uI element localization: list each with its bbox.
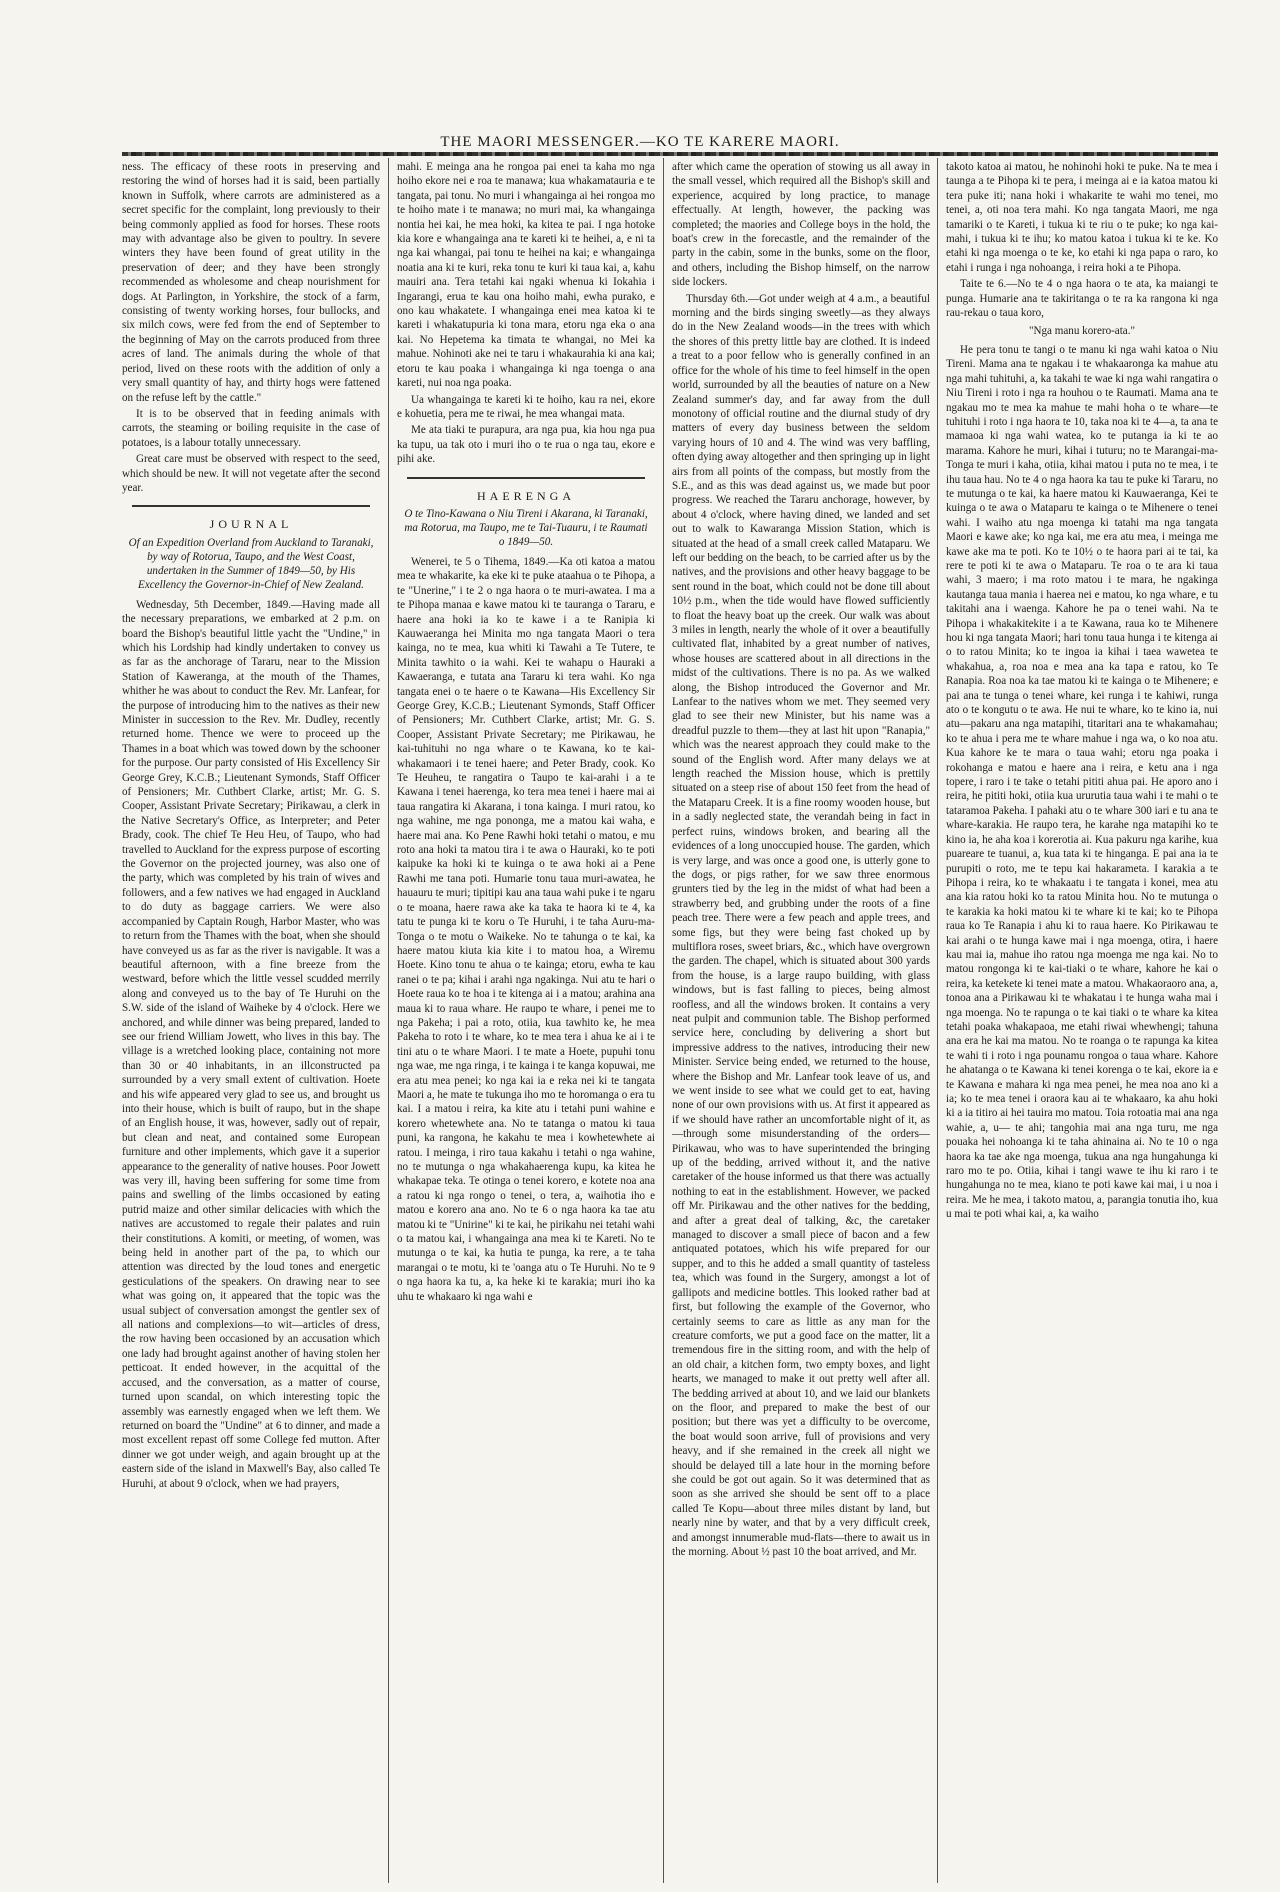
haerenga-subtitle: O te Tino-Kawana o Niu Tireni i Akarana, ki Taranaki, ma Rotorua, ma Taupo, me te Tai-Tuauru, i te Raumati o 1849—50. (404, 507, 648, 548)
paragraph: Me ata tiaki te purapura, ara nga pua, kia hou nga pua ka tupu, ua tak oto i muri iho o te rua o nga tau, ekore e pihi ake. (397, 424, 655, 466)
column-2 (397, 160, 655, 1306)
paragraph: takoto katoa ai matou, he nohinohi hoki te puke. Na te mea i taunga a te Pihopa ki te pera, i meinga ai e ia katoa matou ki tera puke iti; nana hoki i whakarite te wahi mo tenei, mo tenei, a, oti noa tera mahi. Ko nga tangata Maori, me nga tamariki o te Kareti, i tukua ki te riu o te puke; ko nga kai-mahi, i tukua ki te ihu; ko matou katoa i tukua ki te ke. Ko etahi ki nga moenga o te ke, ko etahi ki nga papa o raro, ko etahi i runga i nga nohoanga, i reira hoki a te Pihopa. (946, 161, 1218, 274)
paragraph: Thursday 6th.—Got under weigh at 4 a.m., a beautiful morning and the birds singing sweetly—as they always do in the New Zealand woods—in the trees with which the shores of this pretty little bay are clothed. It is indeed a treat to a poor fellow who is generally confined in an office for the whole of his time to feel himself in the open world, surrounded by all the beauties of nature on a New Zealand summer's day, and far away from the dull monotony of official routine and the diurnal study of dry matters of every day business between the seldom varying hours of 10 and 4. The wind was very baffling, often dying away altogether and then springing up in light airs from all points of the compass, but mostly from the S.E., and as this was dead against us, we made but poor progress. We reached the Tararu anchorage, however, by about 4 o'clock, where having dined, we landed and set out to walk to Kawaranga Mission Station, which is situated at the head of a small creek called Mataparu. We left our bedding on the beach, to be carried after us by the natives, and the provisions and other heavy baggage to be sent round in the boat, which could not be done till about 10½ p.m., when the tide would have flowed sufficiently to float the heavy boat up the creek. Our walk was about 3 miles in length, nearly the whole of it over a beautifully cultivated flat, inhabited by a great number of natives, whose houses are scattered about in all directions in the midst of the cultivations. There is no pa. As we walked along, the Bishop introduced the Governor and Mr. Lanfear to the natives whom we met. They seemed very glad to see their new Minister, but his name was a dreadful puzzle to them—they at last hit upon "Ranapia," which was the nearest approach they could make to the sound of the English word. After many delays we at length reached the Mission house, which is prettily situated on a steep rise of about 150 feet from the head of the Mataparu Creek. It is a fine roomy wooden house, but in a sadly neglected state, the verandah being in fact in perfect ruins, windows broken, and bearing all the evidences of a long unoccupied house. The garden, which is very large, and was once a good one, is utterly gone to the dogs, or pigs rather, for we saw three enormous grunters tied by the leg in the midst of what had been a strawberry bed, and grubbing under the roots of a fine peach tree. There were a few peach and apple trees, and some figs, but they were being fast choked up by multiflora roses, sweet briars, &c., which have overgrown the garden. The chapel, which is situated about 300 yards from the house, is a large raupo building, with glass windows, but is fast falling to pieces, being almost roofless, and all the windows broken. It contains a very neat pulpit and communion table. The Bishop performed service here, concluding by delivering a short but impressive address to the natives, introducing their new Minister. Service being ended, we returned to the house, where the Bishop and Mr. Lanfear took leave of us, and we went inside to see what we could get to eat, having none of our own provisions with us. At first it appeared as if we should have rather an uncomfortable night of it, as—through some misunderstanding of the orders—Pirikawau, who was to have superintended the bringing up of the bedding, arrived without it, and the native caretaker of the house informed us that there was actually nothing to eat in the establishment. However, we packed off Mr. Pirikawau and the other natives for the bedding, and after a great deal of talking, &c, the caretaker managed to discover a small piece of bacon and a few antiquated potatoes, which his wife prepared for our supper, and to this he added a small quantity of tasteless tea, which was found in the Surgery, amongst a lot of gallipots and medicine bottles. This looked rather bad at first, but following the example of the Governor, who certainly seems to care as little as any man for the creature comforts, we put a good face on the matter, lit a tremendous fire in the sitting room, and with the help of an old chair, a kitchen form, two empty boxes, and light hearts, we managed to make it out pretty well after all. The bedding arrived at about 10, and we laid our blankets on the floor, and prepared to make the best of our position; but there was yet a difficulty to be overcome, the boat would soon arrive, full of provisions and very heavy, and if she remained in the creek all night we should be delayed till a late hour in the morning before she could be got out again. So it was determined that as soon as she arrived she should be sent off to a place called Te Kopu—about three miles distant by land, but nearly nine by water, and that by a very difficult creek, and amongst innumerable mud-flats—there to await us in the morning. About ½ past 10 the boat arrived, and Mr. (672, 292, 930, 1558)
paragraph: Taite te 6.—No te 4 o nga haora o te ata, ka maiangi te punga. Humarie ana te takiritanga o te ra ka rangona ki nga rau-rekau o taua koro, (946, 278, 1218, 320)
section-divider (407, 477, 645, 479)
paragraph: Ua whangainga te kareti ki te hoiho, kau ra nei, ekore e kohuetia, pera me te riwai, he mea whangai mata. (397, 393, 655, 420)
masthead: THE MAORI MESSENGER.—KO TE KARERE MAORI. (440, 134, 840, 150)
paragraph: after which came the operation of stowing us all away in the small vessel, which required all the Bishop's skill and experience, acquired by long practice, to manage effectually. At length, however, the packing was completed; the maories and College boys in the hold, the boat's crew in the forecastle, and the remainder of the party in the cabin, some in the bunks, some on the floor, and others, including the Bishop himself, on the narrow side lockers. (672, 161, 930, 289)
paragraph: Wenerei, te 5 o Tihema, 1849.—Ka oti katoa a matou mea te whakarite, ka eke ki te puke ataahua o te Pihopa, a te "Unerine," i te 2 o nga haora o te muri-awatea. I ma a te Pihopa manaa e kawe matou ki te tauranga o Tararu, e haere ana hoki ia ko te kawe i a te Ranipia ki Kauwaeranga hei Minita mo nga tangata Maori o tera kainga, no te mea, kua whiti ki Tawahi a Te Tutere, te Minita tawhito o ia wahi. Kei te wahapu o Hauraki a Kawaeranga, e tutata ana Tararu ki tera wahi. Ko nga tangata enei o te haere o te Kawana—His Excellency Sir George Grey, K.C.B.; Lieutenant Symonds, Staff Officer of Pensioners; Mr. Cuthbert Clarke, artist; Mr. G. S. Cooper, Assistant Private Secretary; me Pirikawau, he kai-tuhituhi no nga whare o te Kawana, ko te kai-whakamaori i te tenei haere; and Peter Brady, cook. Ko Te Heuheu, te rangatira o Taupo te kai-arahi i a te Kawana i tenei haerenga, ko tera mea tenei i haere mai ai taua rangatira ki Akarana, i tona kainga. I muri ratou, ko nga wahine, me nga pononga, me a matou kai waha, e haere mai ana. Ko Pene Rawhi hoki tetahi o matou, e mu roto ana hoki ta matou tira i te awa o Hauraki, ko te poti kaipuke ka hoki ki te kuinga o te awa hoki ai a Pene Rawhi me tana poti. Humarie tonu taua muri-awatea, he hauauru te muri; tipitipi kau ana taua wahi puke i te ngaru o te moana, haere rawa ake ka taka te haora ki te 4, ka tatu te punga ki te koru o Te Huruhi, i te taha Auru-ma-Tonga o te motu o Waikeke. No te tahunga o te kai, ka haere matou kiuta kia kite i to matou hoa, a Wiremu Hoete. Kino tonu te ahua o te kainga; etoru, ewha te kau ranei o te pa; kihai i arahi nga ngakinga. Nui atu te hari o Hoete raua ko te hoa i te kitenga ai i a matou; arahina ana maua ki to raua whare. He raupo te whare, i penei me to nga Pakeha; i pai a roto, otiia, kua tawhito ke, he mea Pakeha to roto i te whare, ko te mea tera i ahua ke ai i te tini atu o te whare Maori. I te mate a Hoete, pupuhi tonu nga wae, me nga ringa, i te kainga i te kanga kopuwai, me era atu mea penei; ko nga kai ia e reka nei ki te tangata Maori a, he mate te tukunga iho mo te horomanga o era tu kai. I a matou i reira, ka kite atu i tetahi puni wahine e korero whetewhete ana. No te tatanga o matou ki taua puni, ka rangona, he kakahu te mea i kowhetewhete ai ratou. I meinga, i riro taua kakahu i tetahi o nga wahine, no te mutunga o nga whakahaerenga kupu, ka kitea he whakapae teka. Te otinga o tenei korero, e kotete noa ana a ratou ki nga rongo o tenei, o tera, a, waihotia iho e matou e korero ana ano. No te 6 o nga haora ka tae atu matou ki te "Unirine" ki te kai, he pirikahu nei tetahi wahi o ta matou kai, i whangainga ana mea ki te Kareti. No te mutunga o te kai, ka hutia te punga, ka rere, a te taha marangai o te motu, ki te 'oanga atu o Te Huruhi. No te 9 o nga haora ka tu, a, ka heke ki te karakia; muri iho ka uhu te whakaaro ki nga wahi e (397, 555, 655, 1303)
quote: "Nga manu korero-ata." (1028, 325, 1136, 338)
journal-subtitle: Of an Expedition Overland from Auckland to Taranaki, by way of Rotorua, Taupo, and the West Coast, undertaken in the Summer of 1849—50, by His Excellency the Governor-in-Chief of New Zealand. (128, 536, 374, 591)
column-3 (672, 160, 930, 1561)
paragraph: He pera tonu te tangi o te manu ki nga wahi katoa o Niu Tireni. Mama ana te ngakau i te whakaaronga ka mahue atu nga mahi tuhituhi, a, ka takahi te wae ki nga wahi rangatira o Niu Tireni i roto i nga ra houhou o te Raumati. Mama ana te ngakau mo te mea ka mahue te mahi hoha o te whare—te tuhituhi i roto i nga haora te 10, taka noa ki te 4—a, ta ana te mamaoa ki nga wahi watea, ko te putanga ia ki te ao marama. Kahore he muri, kihai i tuturu; no te Marangai-ma-Tonga te muri i kaha, otiia, kihai matou i puta no te mea, i te ihu taua hau. No te 4 o nga haora ka tau te puke ki Tararu, no te mutunga o te kai, ka haere matou ki Kauwaeranga, Kei te kuinga o te awa o Mataparu te kainga o te Mihenere o tenei wahi. I waiho atu nga moenga ki tatahi ma nga tangata Maori e kawe ake; ko nga kai, me era atu mea, i meinga me kawe ake ma te poti. Ko te 10½ o te haora pari ai te tai, ka rere te poti ki te awa o Mataparu. Te roa o te ara ki taua wahi, 3 maero; i ma roto matou i te mara, he ngakinga kautanga taua mania i haerea nei e matou, ko nga whare, e tu takitahi ana i waenga. Kahore he pa o tenei wahi. Na te Pihopa i whakakitekite i a te Kawana, raua ko te Mihenere hou ki nga tangata Maori; hari tonu taua hunga i te kitenga ai o to ratou Minita; ko te ingoa ia kihai i taea waweteа te whakahua, a, roa noa e mea ana ka tapa e ratou, ko Te Ranapia. Roa noa ka tae matou ki te kainga o te Mihenere; e pai ana te tunga o tenei whare, kei runga i te kahiwi, runga ato o te kongutu o te awa. He nui te whare, ko te kino ia, nui atu—pakaru ana nga matapihi, titaritari ana te whakamahau; ko te ahua i pera me te whare mahue i nga wa, o ko noa atu. Kua kahore ke te mara o taua wahi; etoru nga poaka i rokohanga e matou e haere ana i reira, e ketu ana i nga topere, i raro i te take o tetahi pititi ahua pai. He aporo ano i reira, he pititi hoki, otiia kua ururutia taua wahi i te mahi o te tataramoa Pakeha. I pahaki atu o te whare 300 iari e tu ana te whare-karakia. He raupo tera, he karahe nga matapihi ko te kino ia, he aha koa i korerotia ai. Kua pakuru nga karihe, kua puareare te tuanui, a, kua tata ki te hinganga. E pai ana ia te purupiti o roto, me te tepu kai hakarameta. I karakia a te Pihopa i reira, ko te whakaatu i te tangata i konei, mea atu ana kia ratou hoki ko ta ratou Minita hou. No te mutunga o te karakia ka hoki matou ki te whare ki te kai; ko te Pihopa raua ko Te Ranapia i ahu ki to raua haere. Ko Pirikawau te kai arahi o te hunga kawe mai i nga moenga, otira, i haere kau mai ia, mahue iho ratou nga moenga me nga kai. No to matou rongonga ki te kai-tiaki o te whare, kahore he kai o reira, ka ketekete ki tenei mate a matou. Whakaoraoro ana, a, tonoa ana a Pirikawau ki te whakatau i te hunga waha mai i nga moenga. No te rapunga o te kai tiaki o te whare ka kitea tetahi poaka whakapaoa, me etahi riwai whewhengi; tahuna ana era he kai ma matou. No te roanga o te rapunga ka kitea te wahi ti i roto i nga pounamu rongoa o taua whare. Kahore he ahatanga o te Kawana ki tenei korenga o te kai, ekore ia e te Kawana e mahara ki nga mea penei, he mea noa ano ki a ia; ko te mea tenei i oraora kau ai te whakaaro, ka ahu hoki ki a ia titiro ai hei tauira mo matou. Toia rotoatia mai ana nga wahie, a, u— te ahi; tangohia mai ana nga turu, me nga pouaka hei nohoanga ki te taha ahinaina ai. No te 10 o nga haora ka tae ake nga moenga, tukua ana nga hungahunga ki raro mo te po. Otiia, kihai i tangi wawe te ihu ki raro i te hungahunga no te mea, kiano te poti kawe kai mai, i u noa i reira. Me he mea, i takoto matou, a, parangia tonutia iho, kua u mai te poti whai kai, a, ka waiho (946, 343, 1218, 1221)
paragraph: Wednesday, 5th December, 1849.—Having made all the necessary preparations, we embarked at 2 p.m. on board the Bishop's beautiful little yacht the "Undine," in which his Lordship had kindly undertaken to convey us as far as the anchorage of Tararu, near to the Mission Station of Kaweranga, at the mouth of the Thames, whither he was about to conduct the Rev. Mr. Lanfear, for the purpose of introducing him to the natives as their new Minister in succession to the Rev. Mr. Dudley, recently returned home. Thence we were to proceed up the Thames in a boat which was towed down by the schooner for the purpose. Our party consisted of His Excellency Sir George Grey, K.C.B.; Lieutenant Symonds, Staff Officer of Pensioners; Mr. Cuthbert Clarke, artist; Mr. G. S. Cooper, Assistant Private Secretary; Pirikawau, a clerk in the Native Secretary's Office, as Interpreter; and Peter Brady, cook. The chief Te Heu Heu, of Taupo, who had travelled to Auckland for the express purpose of escorting the Governor on the projected journey, was also one of the party, which was completed by his train of wives and followers, and a few natives we had engaged in Auckland to do duty as baggage carriers. We were also accompanied by Captain Rough, Harbor Master, who was to return from the Thames with the boat, when she should have conveyed us as far as the river is navigable. It was a beautiful afternoon, with a fine breeze from the westward, before which the little vessel scudded merrily along and conveyed us to the bay of Te Huruhi on the S.W. side of the island of Waiheke by 4 o'clock. Here we anchored, and while dinner was being prepared, landed to see our friend William Jowett, who lives in this bay. The village is a wretched looking place, containing not more than 30 or 40 inhabitants, in an illconstructed pa surrounded by a very small extent of cultivation. Hoete and his wife appeared very glad to see us, and brought us into their house, which is built of raupo, but in the shape of an English house, it was, however, sadly out of repair, but clean and neat, and contained some European furniture and other implements, which gave it a superior appearance to the generality of native houses. Poor Jowett was very ill, having been suffering for some time from pains and swelling of the limbs occasioned by eating putrid maize and other similar delicacies with which the natives are accustomed to regale their palates and ruin their constitutions. A komiti, or meeting, of women, was being held in another part of the pa, to which our attention was directed by the loud tones and energetic gesticulations of the speakers. On drawing near to see what was going on, it appeared that the topic was the usual subject of conversation amongst the gentler sex of all nations and complexions—to wit—articles of dress, the row having been occasioned by an accusation which one lady had brought against another of having stolen her petticoat. It ended however, in the acquittal of the accused, and the conversation, as a matter of course, turned upon scandal, on which interesting topic the assembly was earnestly engaged when we left them. We returned on board the "Undine" at 6 to dinner, and made a most excellent repast off some College fed mutton. After dinner we got under weigh, and again brought up at the eastern side of the island in Maxwell's Bay, also called Te Huruhi, at about 9 o'clock, when we had prayers, (122, 598, 380, 1490)
paragraph: Great care must be observed with respect to the seed, which should be new. It will not vegetate after the second year. (122, 453, 380, 494)
column-4 (946, 160, 1218, 1224)
journal-title: JOURNAL (209, 517, 293, 532)
paragraph: mahi. E meinga ana he rongoa pai enei ta kaha mo nga hoiho ekore nei e roa te manawa; kua whakamatauria e te tangata, pai tonu. No muri i whangainga ai hei rongoa mo te hoiho mate i te manawa; no muri mai, ka whangainga nontia hei kai, he mea hoki, ka kitea te pai. I nga hotoke kia kore e whangainga ana te kareti ki te heihei, a, e ni ta nga kai whangai, pai tonu te heihei na kai; e whangainga noatia ana ki te kuri, reka tonu te kuri ki taua kai, a, kahu mauiri ana. Tera tetahi kai ngaki whenua ki Iokahia i Ingarangi, erua te kau ona hoiho mahi, ewha purako, e ono kau whakatete. I whangainga enei mea katoa ki te kareti i whakatupuria ki tona mara, etoru nga eka o ana kai. No Hepetema ka timata te whangai, no Mei ka mahue. Nohinoti ake nei te taru i whakaurahia ki ana kai; etoru te kau poaka i whangainga ki nga toenga o ana kareti, nui noa nga poaka. (397, 161, 655, 390)
column-1 (122, 160, 380, 1493)
paragraph: ness. The efficacy of these roots in preserving and restoring the wind of horses had it is said, been partially known in Suffolk, where carrots are administered as a secret specific for the complaint, long previously to their being commonly applied as food for horses. These roots may with advantage also be given to poultry. In severe winters they have been found of great utility in the preservation of deer; and they have been strongly recommended as wholesome and cheap nourishment for dogs. At Parlington, in Yorkshire, the stock of a farm, consisting of twenty working horses, four bullocks, and six milch cows, were fed from the end of September to the beginning of May on the carrots produced from three acres of land. The animals during the whole of that period, lived on these roots with the addition of only a very small quantity of hay, and thirty hogs were fattened on the refuse left by the cattle." (122, 161, 380, 404)
masthead-rule (122, 152, 1218, 156)
column-rule (663, 158, 664, 1883)
paragraph: It is to be observed that in feeding animals with carrots, the steaming or boiling requisite in the case of potatoes, is a labour totally unnecessary. (122, 407, 380, 449)
section-divider (132, 505, 370, 507)
haerenga-title: HAERENGA (477, 488, 575, 503)
column-rule (388, 158, 389, 1883)
column-rule (937, 158, 938, 1883)
